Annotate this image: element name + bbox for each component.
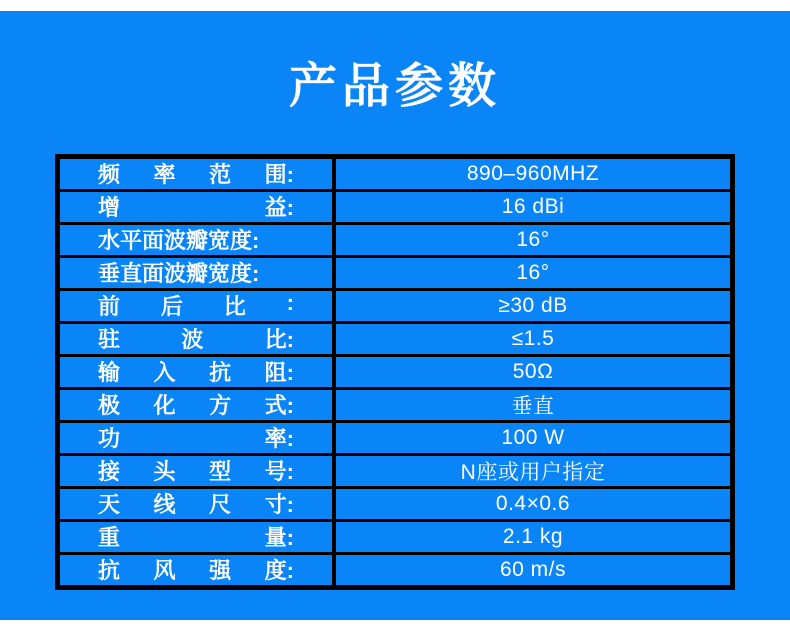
- spec-label: 极 化 方 式:: [98, 393, 294, 419]
- page-title: 产品参数: [288, 60, 501, 113]
- spec-label-cell: [60, 489, 336, 519]
- table-row: [60, 324, 730, 357]
- table-row: [60, 456, 730, 489]
- spec-label-cell: [60, 159, 336, 189]
- spec-label-cell: [60, 390, 336, 420]
- spec-label: 抗 风 强 度:: [98, 558, 294, 584]
- spec-value: 100 W: [501, 425, 565, 449]
- spec-label-cell: [60, 423, 336, 453]
- table-row: [60, 159, 730, 192]
- table-row: [60, 423, 730, 456]
- spec-label-cell: [60, 258, 336, 288]
- table-row: [60, 357, 730, 390]
- spec-value: ≥30 dB: [498, 293, 568, 317]
- spec-value: 16°: [516, 227, 550, 251]
- spec-label: 频 率 范 围:: [98, 162, 294, 188]
- spec-label-cell: [60, 555, 336, 585]
- table-row: [60, 225, 730, 258]
- spec-label: 增 益:: [98, 195, 294, 221]
- spec-value: ≤1.5: [511, 326, 555, 350]
- table-row: [60, 489, 730, 522]
- spec-value: 0.4×0.6: [495, 491, 571, 515]
- spec-value: 2.1 kg: [502, 524, 564, 548]
- spec-label-cell: [60, 291, 336, 321]
- table-row: [60, 555, 730, 585]
- spec-label: 垂直面波瓣宽度:: [98, 261, 260, 287]
- spec-value: 890–960MHZ: [466, 161, 600, 185]
- spec-label: 驻 波 比:: [98, 327, 294, 353]
- spec-table: [55, 154, 735, 590]
- spec-value: 16 dBi: [501, 194, 565, 218]
- table-row: [60, 522, 730, 555]
- spec-value: 60 m/s: [499, 557, 567, 581]
- spec-value: 垂直: [511, 394, 555, 418]
- table-row: [60, 258, 730, 291]
- spec-label: 功 率:: [98, 426, 294, 452]
- product-parameters-panel: [0, 11, 790, 620]
- spec-label: 接 头 型 号:: [98, 459, 294, 485]
- spec-label: 前 后 比 :: [98, 290, 294, 320]
- table-row: [60, 192, 730, 225]
- spec-value: 16°: [516, 260, 550, 284]
- table-row: [60, 291, 730, 324]
- spec-label: 天 线 尺 寸:: [98, 492, 294, 518]
- spec-label: 重 量:: [98, 525, 294, 551]
- table-row: [60, 390, 730, 423]
- spec-value: N座或用户指定: [460, 460, 606, 484]
- spec-label: 输 入 抗 阻:: [98, 360, 294, 386]
- spec-label-cell: [60, 324, 336, 354]
- spec-label-cell: [60, 522, 336, 552]
- spec-label: 水平面波瓣宽度:: [98, 228, 260, 254]
- spec-label-cell: [60, 225, 336, 255]
- spec-value: 50Ω: [512, 359, 554, 383]
- spec-label-cell: [60, 192, 336, 222]
- spec-label-cell: [60, 357, 336, 387]
- spec-label-cell: [60, 456, 336, 486]
